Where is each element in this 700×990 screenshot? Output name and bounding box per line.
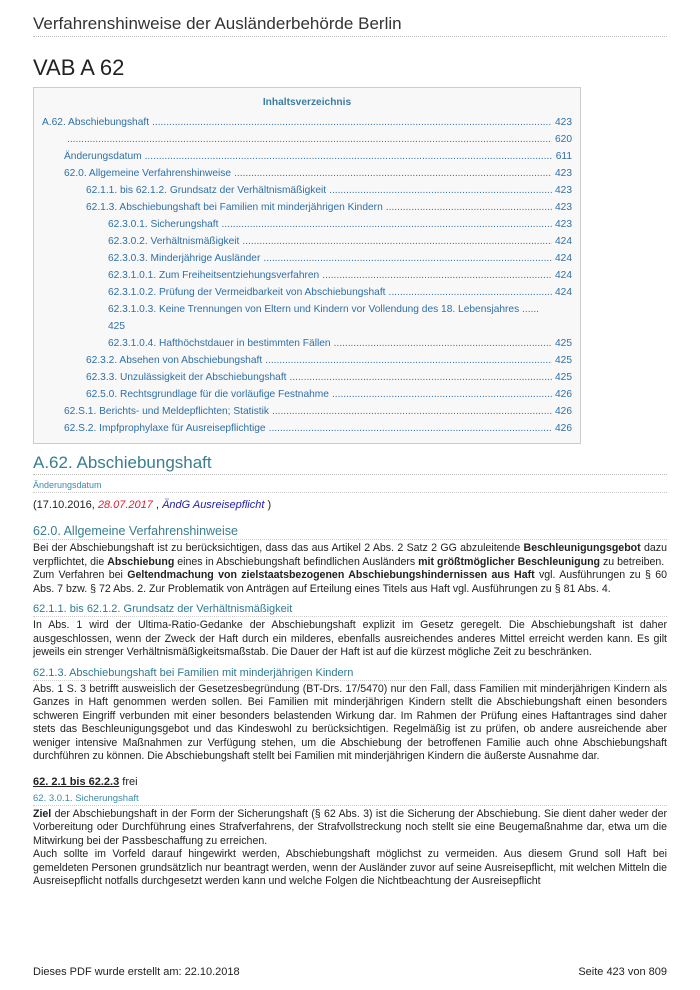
change-open: (17.10.2016, [33, 499, 98, 511]
toc-entry-label: 62.1.3. Abschiebungshaft bei Familien mit minderjährigen Kindern [86, 202, 383, 213]
toc-entry-page: 424 [555, 236, 572, 247]
heading-62-0: 62.0. Allgemeine Verfahrenshinweise [33, 523, 667, 540]
toc-entry-label: 62.3.1.0.3. Keine Trennungen von Eltern und Kindern vor Vollendung des 18. Lebensjahres [108, 304, 520, 315]
toc-entry-label: A.62. Abschiebungshaft [42, 117, 150, 128]
toc-leader [332, 386, 552, 403]
toc-entry[interactable] [42, 420, 572, 437]
toc-entry-label: 62.0. Allgemeine Verfahrenshinweise [64, 168, 232, 179]
toc-entry[interactable] [42, 267, 572, 284]
section-title: A.62. Abschiebungshaft [33, 452, 667, 475]
toc-entry-page: 423 [555, 168, 572, 179]
toc-entry-label: 62.3.2. Absehen von Abschiebungshaft [86, 355, 263, 366]
toc-entry-page: 424 [555, 270, 572, 281]
toc-entry[interactable] [42, 233, 572, 250]
toc-leader [329, 182, 552, 199]
toc-entry-label: 62.S.2. Impfprophylaxe für Ausreisepflichtige [64, 423, 266, 434]
toc-leader [221, 216, 552, 233]
toc-entry[interactable] [42, 165, 572, 182]
document-page [33, 0, 667, 889]
toc-leader [272, 403, 552, 420]
paragraph-62-3-0-1-1: Ziel der Abschiebungshaft in der Form der Sicherungshaft (§ 62 Abs. 3) ist die Sicherung der Abschiebung. Sie dient daher weder der Vorbereitung oder Durchführung eines Strafverfahrens, der Strafvollstreckung noch stellt sie eine Beugemaßnahme dar, etwa um die Mitwirkung bei der Passbeschaffung zu erreichen. [33, 807, 667, 847]
toc-leader [234, 165, 552, 182]
toc-entry-page: 611 [555, 151, 572, 162]
toc-leader [152, 114, 552, 131]
toc-entry-label: 62.S.1. Berichts- und Meldepflichten; Statistik [64, 406, 269, 417]
page-footer [33, 966, 667, 978]
heading-62-3-0-1: 62. 3.0.1. Sicherungshaft [33, 792, 667, 806]
toc-entry-label: 62.3.1.0.2. Prüfung der Vermeidbarkeit von Abschiebungshaft [108, 287, 386, 298]
footer-created: Dieses PDF wurde erstellt am: 22.10.2018 [33, 966, 240, 978]
toc-entry-label: 62.3.1.0.1. Zum Freiheitsentziehungsverfahren [108, 270, 320, 281]
toc-entry-page: 425 [555, 355, 572, 366]
change-date-line [33, 497, 667, 513]
paragraph-62-0-1: Bei der Abschiebungshaft ist zu berücksichtigen, dass das aus Artikel 2 Abs. 2 Satz 2 GG abzuleitende Beschleunigungsgebot dazu verpflichtet, die Abschiebung eines in Abschiebungshaft befindlichen Ausländers mit größtmöglicher Beschleunigung zu betreiben. [33, 542, 667, 568]
toc-entry[interactable] [42, 369, 572, 386]
heading-62-1-3: 62.1.3. Abschiebungshaft bei Familien mit minderjährigen Kindern [33, 666, 667, 681]
toc-entry[interactable] [42, 250, 572, 267]
footer-page-number: Seite 423 von 809 [578, 966, 667, 978]
toc-entry[interactable] [42, 148, 572, 165]
heading-62-1-1: 62.1.1. bis 62.1.2. Grundsatz der Verhältnismäßigkeit [33, 602, 667, 617]
change-close: ) [264, 499, 272, 511]
paragraph-62-1-1: In Abs. 1 wird der Ultima-Ratio-Gedanke der Abschiebungshaft explizit im Gesetz geregelt. Die Abschiebungshaft ist daher ausgeschlossen, wenn der Zweck der Haft durch ein milderes, ebenfalls ausreichendes anderes Mittel erreicht werden kann. Es gilt jeweils ein strenger Verhältnismäßigkeitsmaßstab. Die Dauer der Haft ist auf die kürzest mögliche Zeit zu beschränken. [33, 619, 667, 658]
toc-entry[interactable] [42, 352, 572, 369]
toc-entry[interactable] [42, 301, 572, 335]
toc-leader [242, 233, 552, 250]
toc-entry[interactable] [42, 335, 572, 352]
toc-entry-label: 62.3.3. Unzulässigkeit der Abschiebungshaft [86, 372, 287, 383]
toc-leader [67, 131, 552, 148]
toc-leader [289, 369, 552, 386]
toc-entry-page: 423 [555, 117, 572, 128]
frei-ref: 62. 2.1 bis 62.2.3 [33, 775, 120, 788]
toc-entry-page: 426 [555, 389, 572, 400]
toc-entry-page: 424 [555, 287, 572, 298]
toc-leader [386, 199, 552, 216]
frei-line: 62. 2.1 bis 62.2.3 frei [33, 775, 138, 788]
toc-entry-label: Änderungsdatum [64, 151, 142, 162]
toc-entry[interactable] [42, 131, 572, 148]
toc-entry-page: 423 [555, 185, 572, 196]
table-of-contents [33, 87, 581, 444]
toc-entry-page: 426 [555, 423, 572, 434]
toc-entry-page: 423 [555, 219, 572, 230]
toc-entry[interactable] [42, 199, 572, 216]
toc-leader [322, 267, 552, 284]
toc-entry-page: 620 [555, 134, 572, 145]
toc-leader [269, 420, 552, 437]
change-date-label: Änderungsdatum [33, 478, 667, 493]
toc-entry[interactable] [42, 284, 572, 301]
paragraph-62-1-3: Abs. 1 S. 3 betrifft ausweislich der Gesetzesbegründung (BT-Drs. 17/5470) nur den Fall, dass Familien mit minderjährigen Kindern als Ganzes in Haft genommen werden sollen. Bei Familien mit minderjährigen Kindern stellt die Abschiebungshaft einen besonders schweren Eingriff verbunden mit einer besonders belastenden Wirkung dar. Im Rahmen der Prüfung eines Haftantrages sind daher stets das Beschleunigungsgebot und das Kindeswohl zu berücksichtigen. Regelmäßig ist zu prüfen, ob andere ausreichende aber weniger intensive Maßnahmen zur Verfügung stehen, um die Abschiebung der betroffenen Familie auch ohne Abschiebungshaft durchführen zu können. Die Abschiebungshaft stellt bei Familien mit minderjährigen Kindern die äußerste Ausnahme dar. [33, 682, 667, 762]
toc-entry-page: 423 [555, 202, 572, 213]
toc-entry-label: 62.3.0.1. Sicherungshaft [108, 219, 219, 230]
change-sep: , [152, 499, 163, 511]
toc-leader [334, 335, 552, 352]
toc-entry[interactable] [42, 403, 572, 420]
change-date: 28.07.2017 [97, 499, 153, 511]
toc-entry[interactable] [42, 182, 572, 199]
toc-heading: Inhaltsverzeichnis [262, 97, 352, 108]
toc-leader [265, 352, 552, 369]
toc-entry-page: 425 [108, 321, 125, 332]
toc-entry-page: 426 [555, 406, 572, 417]
toc-leader [145, 148, 553, 165]
toc-entry-page: 425 [555, 372, 572, 383]
toc-entry[interactable] [42, 216, 572, 233]
toc-entry-label: 62.5.0. Rechtsgrundlage für die vorläufige Festnahme [86, 389, 329, 400]
toc-entry[interactable] [42, 386, 572, 403]
site-title: Verfahrenshinweise der Ausländerbehörde Berlin [33, 12, 667, 37]
toc-leader [263, 250, 552, 267]
toc-entry-label: 62.1.1. bis 62.1.2. Grundsatz der Verhältnismäßigkeit [86, 185, 327, 196]
toc-entry-page: 424 [555, 253, 572, 264]
toc-entry-label: 62.3.0.2. Verhältnismäßigkeit [108, 236, 240, 247]
toc-leader [389, 284, 552, 301]
toc-entry-label: 62.3.0.3. Minderjährige Ausländer [108, 253, 261, 264]
toc-entry-label: 62.3.1.0.4. Hafthöchstdauer in bestimmten Fällen [108, 338, 331, 349]
paragraph-62-3-0-1-2: Auch sollte im Vorfeld darauf hingewirkt werden, Abschiebungshaft möglichst zu vermeiden. Aus diesem Grund soll Haft bei gemeldeten Personen grundsätzlich nur beantragt werden, wenn der Ausländer zuvor auf seine Ausreisepflicht, mit welchen Mitteln die Ausreisepflicht notfalls durchgesetzt werden kann und welche Folgen die Nichtbeachtung der Ausreisepflicht [33, 848, 667, 887]
toc-entry[interactable] [42, 114, 572, 131]
page-title: VAB A 62 [33, 55, 125, 80]
toc-entry-page: 425 [555, 338, 572, 349]
paragraph-62-0-2: Zum Verfahren bei Geltendmachung von zielstaatsbezogenen Abschiebungshindernissen aus Haft vgl. Ausführungen zu § 60 Abs. 7 bzw. § 72 Abs. 2. Zur Problematik von Anträgen auf Erteilung eines Titels aus Haft vgl. Ausführungen zu § 81 Abs. 4. [33, 569, 668, 595]
change-law-link[interactable]: ÄndG Ausreisepflicht [162, 499, 265, 511]
toc-leader: ...... [519, 304, 540, 315]
